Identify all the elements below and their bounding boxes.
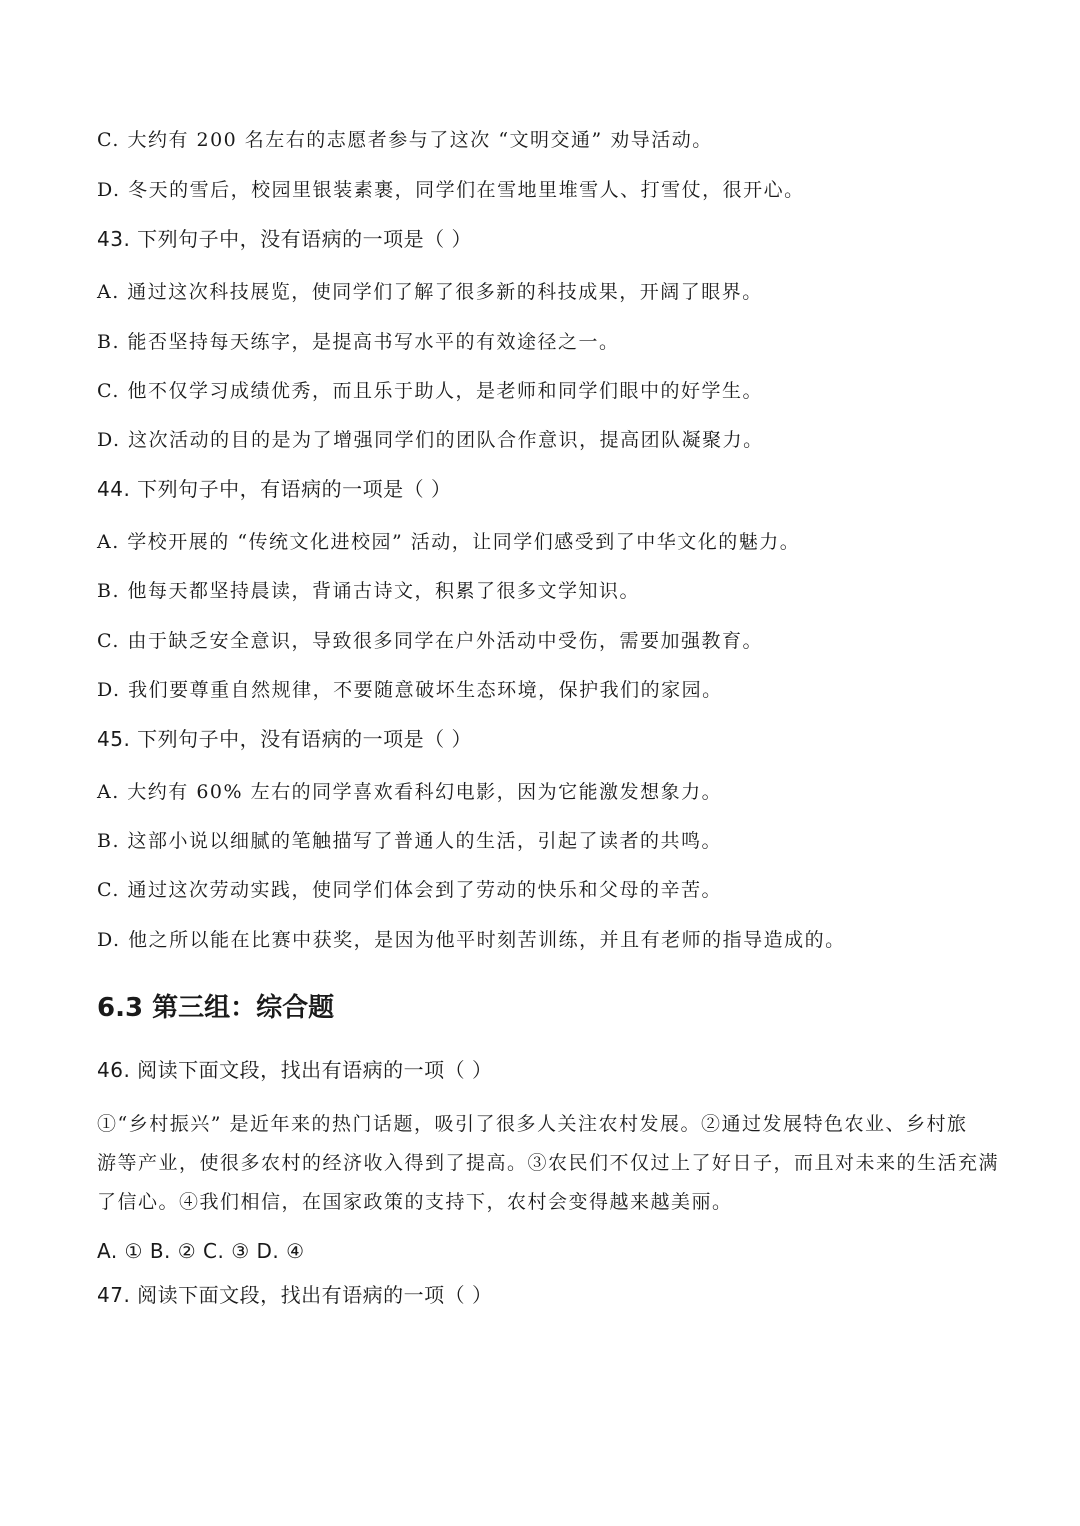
q42-option-c: C. 大约有 200 名左右的志愿者参与了这次 “文明交通” 劝导活动。 — [97, 129, 713, 151]
q43-option-c: C. 他不仅学习成绩优秀，而且乐于助人，是老师和同学们眼中的好学生。 — [97, 380, 763, 402]
q44-option-d: D. 我们要尊重自然规律，不要随意破坏生态环境，保护我们的家园。 — [97, 679, 723, 701]
q44-option-c: C. 由于缺乏安全意识，导致很多同学在户外活动中受伤，需要加强教育。 — [97, 630, 763, 652]
section-heading: 6.3 第三组：综合题 — [97, 993, 335, 1023]
q45-option-c: C. 通过这次劳动实践，使同学们体会到了劳动的快乐和父母的辛苦。 — [97, 879, 722, 901]
q46-paragraph-line-2: 游等产业，使很多农村的经济收入得到了提高。③农民们不仅过上了好日子，而且对未来的生活充满 — [97, 1152, 1000, 1174]
q45-option-a: A. 大约有 60% 左右的同学喜欢看科幻电影，因为它能激发想象力。 — [97, 781, 723, 803]
q46-paragraph-line-3: 了信心。④我们相信，在国家政策的支持下，农村会变得越来越美丽。 — [97, 1191, 733, 1213]
q44-option-a: A. 学校开展的 “传统文化进校园” 活动，让同学们感受到了中华文化的魅力。 — [97, 531, 801, 553]
q46-stem: 46. 阅读下面文段，找出有语病的一项（ ） — [97, 1058, 493, 1082]
q43-option-b: B. 能否坚持每天练字，是提高书写水平的有效途径之一。 — [97, 331, 620, 353]
q43-stem: 43. 下列句子中，没有语病的一项是（ ） — [97, 227, 473, 251]
q44-option-b: B. 他每天都坚持晨读，背诵古诗文，积累了很多文学知识。 — [97, 580, 641, 602]
q44-stem: 44. 下列句子中，有语病的一项是（ ） — [97, 477, 452, 501]
q47-stem: 47. 阅读下面文段，找出有语病的一项（ ） — [97, 1283, 493, 1307]
q43-option-a: A. 通过这次科技展览，使同学们了解了很多新的科技成果，开阔了眼界。 — [97, 281, 763, 303]
q45-stem: 45. 下列句子中，没有语病的一项是（ ） — [97, 727, 473, 751]
q43-option-d: D. 这次活动的目的是为了增强同学们的团队合作意识，提高团队凝聚力。 — [97, 429, 764, 451]
q46-options: A. ① B. ② C. ③ D. ④ — [97, 1239, 305, 1263]
q45-option-b: B. 这部小说以细腻的笔触描写了普通人的生活，引起了读者的共鸣。 — [97, 830, 723, 852]
q45-option-d: D. 他之所以能在比赛中获奖，是因为他平时刻苦训练，并且有老师的指导造成的。 — [97, 929, 846, 951]
q46-paragraph-line-1: ①“乡村振兴” 是近年来的热门话题，吸引了很多人关注农村发展。②通过发展特色农业、乡村旅 — [97, 1113, 968, 1135]
q42-option-d: D. 冬天的雪后，校园里银装素裹，同学们在雪地里堆雪人、打雪仗，很开心。 — [97, 179, 805, 201]
